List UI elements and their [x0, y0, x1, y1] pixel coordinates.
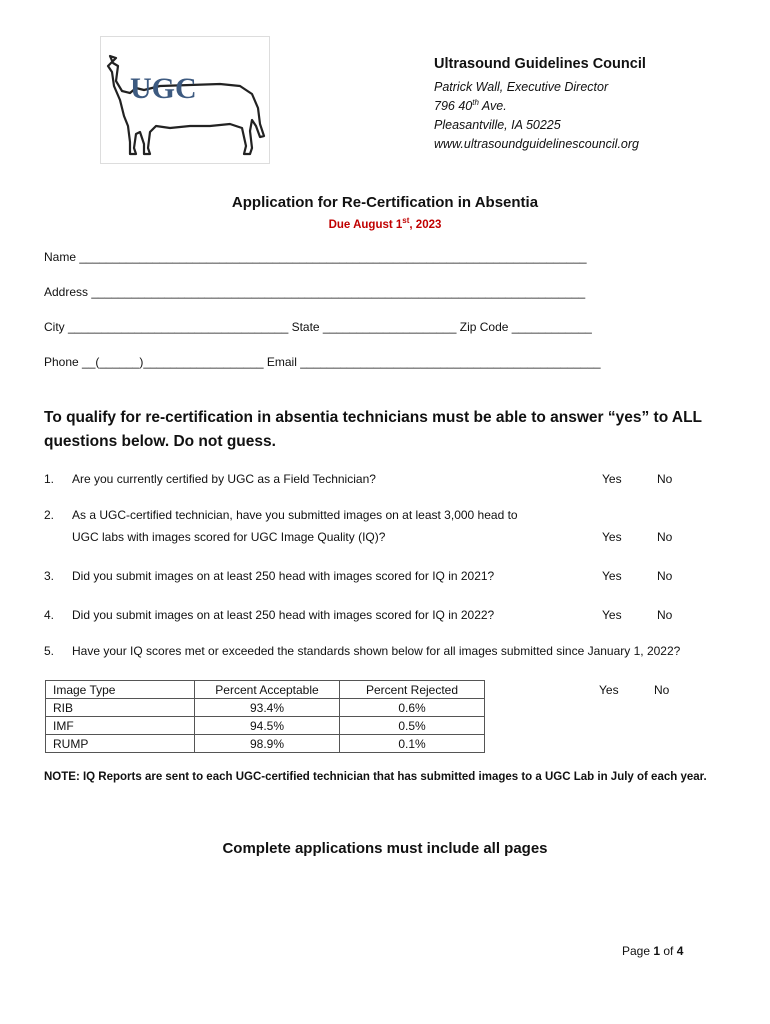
table-cell: 0.1% [340, 735, 485, 753]
org-name: Ultrasound Guidelines Council [434, 56, 646, 72]
table-row [46, 717, 485, 735]
table-row [46, 735, 485, 753]
table-cell: 0.6% [340, 699, 485, 717]
table-cell: IMF [46, 717, 195, 735]
qualify-heading: To qualify for re-certification in absentia technicians must be able to answer “yes” to ALL questions below. Do not guess. [44, 409, 702, 450]
table-header: Image Type [46, 681, 195, 699]
no-option[interactable]: No [657, 608, 673, 622]
table-cell: RIB [46, 699, 195, 717]
street-address: 796 40th Ave. [434, 98, 507, 114]
question-text: Are you currently certified by UGC as a Field Technician? [72, 472, 376, 486]
city-address: Pleasantville, IA 50225 [434, 118, 561, 132]
complete-applications-notice: Complete applications must include all pages [222, 840, 548, 857]
no-option[interactable]: No [657, 472, 673, 486]
question-number: 1. [44, 472, 55, 486]
question-number: 2. [44, 508, 55, 522]
table-header-row [46, 681, 485, 699]
phone-email-field[interactable]: Phone __(______)__________________ Email _____________________________________________ [44, 355, 601, 369]
no-option[interactable]: No [654, 683, 670, 697]
table-header: Percent Rejected [340, 681, 485, 699]
website-link[interactable]: www.ultrasoundguidelinescouncil.org [434, 137, 639, 151]
table-header: Percent Acceptable [195, 681, 340, 699]
ugc-logo [100, 36, 270, 164]
iq-standards-table [45, 680, 485, 753]
table-cell: 0.5% [340, 717, 485, 735]
yes-option[interactable]: Yes [602, 569, 622, 583]
logo-text: UGC [130, 72, 197, 105]
director-line: Patrick Wall, Executive Director [434, 80, 609, 94]
question-text-continued: UGC labs with images scored for UGC Image Quality (IQ)? [72, 530, 386, 544]
name-field[interactable]: Name ____________________________________________________________________________ [44, 250, 587, 264]
yes-option[interactable]: Yes [602, 472, 622, 486]
table-cell: RUMP [46, 735, 195, 753]
table-cell: 98.9% [195, 735, 340, 753]
cow-silhouette [108, 56, 264, 154]
due-date: Due August 1st, 2023 [328, 216, 442, 231]
yes-option[interactable]: Yes [602, 608, 622, 622]
table-row [46, 699, 485, 717]
yes-option[interactable]: Yes [599, 683, 619, 697]
question-number: 3. [44, 569, 55, 583]
page-number: Page 1 of 4 [622, 944, 684, 958]
no-option[interactable]: No [657, 569, 673, 583]
question-text: Did you submit images on at least 250 head with images scored for IQ in 2021? [72, 569, 495, 583]
city-state-zip-field[interactable]: City _________________________________ State ____________________ Zip Code ____________ [44, 320, 592, 334]
question-number: 4. [44, 608, 55, 622]
form-title: Application for Re-Certification in Absentia [231, 194, 539, 211]
no-option[interactable]: No [657, 530, 673, 544]
yes-option[interactable]: Yes [602, 530, 622, 544]
question-text: Did you submit images on at least 250 head with images scored for IQ in 2022? [72, 608, 495, 622]
question-number: 5. [44, 644, 55, 658]
table-cell: 94.5% [195, 717, 340, 735]
question-text: Have your IQ scores met or exceeded the standards shown below for all images submitted since January 1, 2022? [72, 644, 681, 658]
question-text: As a UGC-certified technician, have you submitted images on at least 3,000 head to [72, 508, 518, 522]
iq-report-note: NOTE: IQ Reports are sent to each UGC-certified technician that has submitted images to a UGC Lab in July of each year. [44, 771, 707, 783]
table-cell: 93.4% [195, 699, 340, 717]
address-field[interactable]: Address __________________________________________________________________________ [44, 285, 586, 299]
